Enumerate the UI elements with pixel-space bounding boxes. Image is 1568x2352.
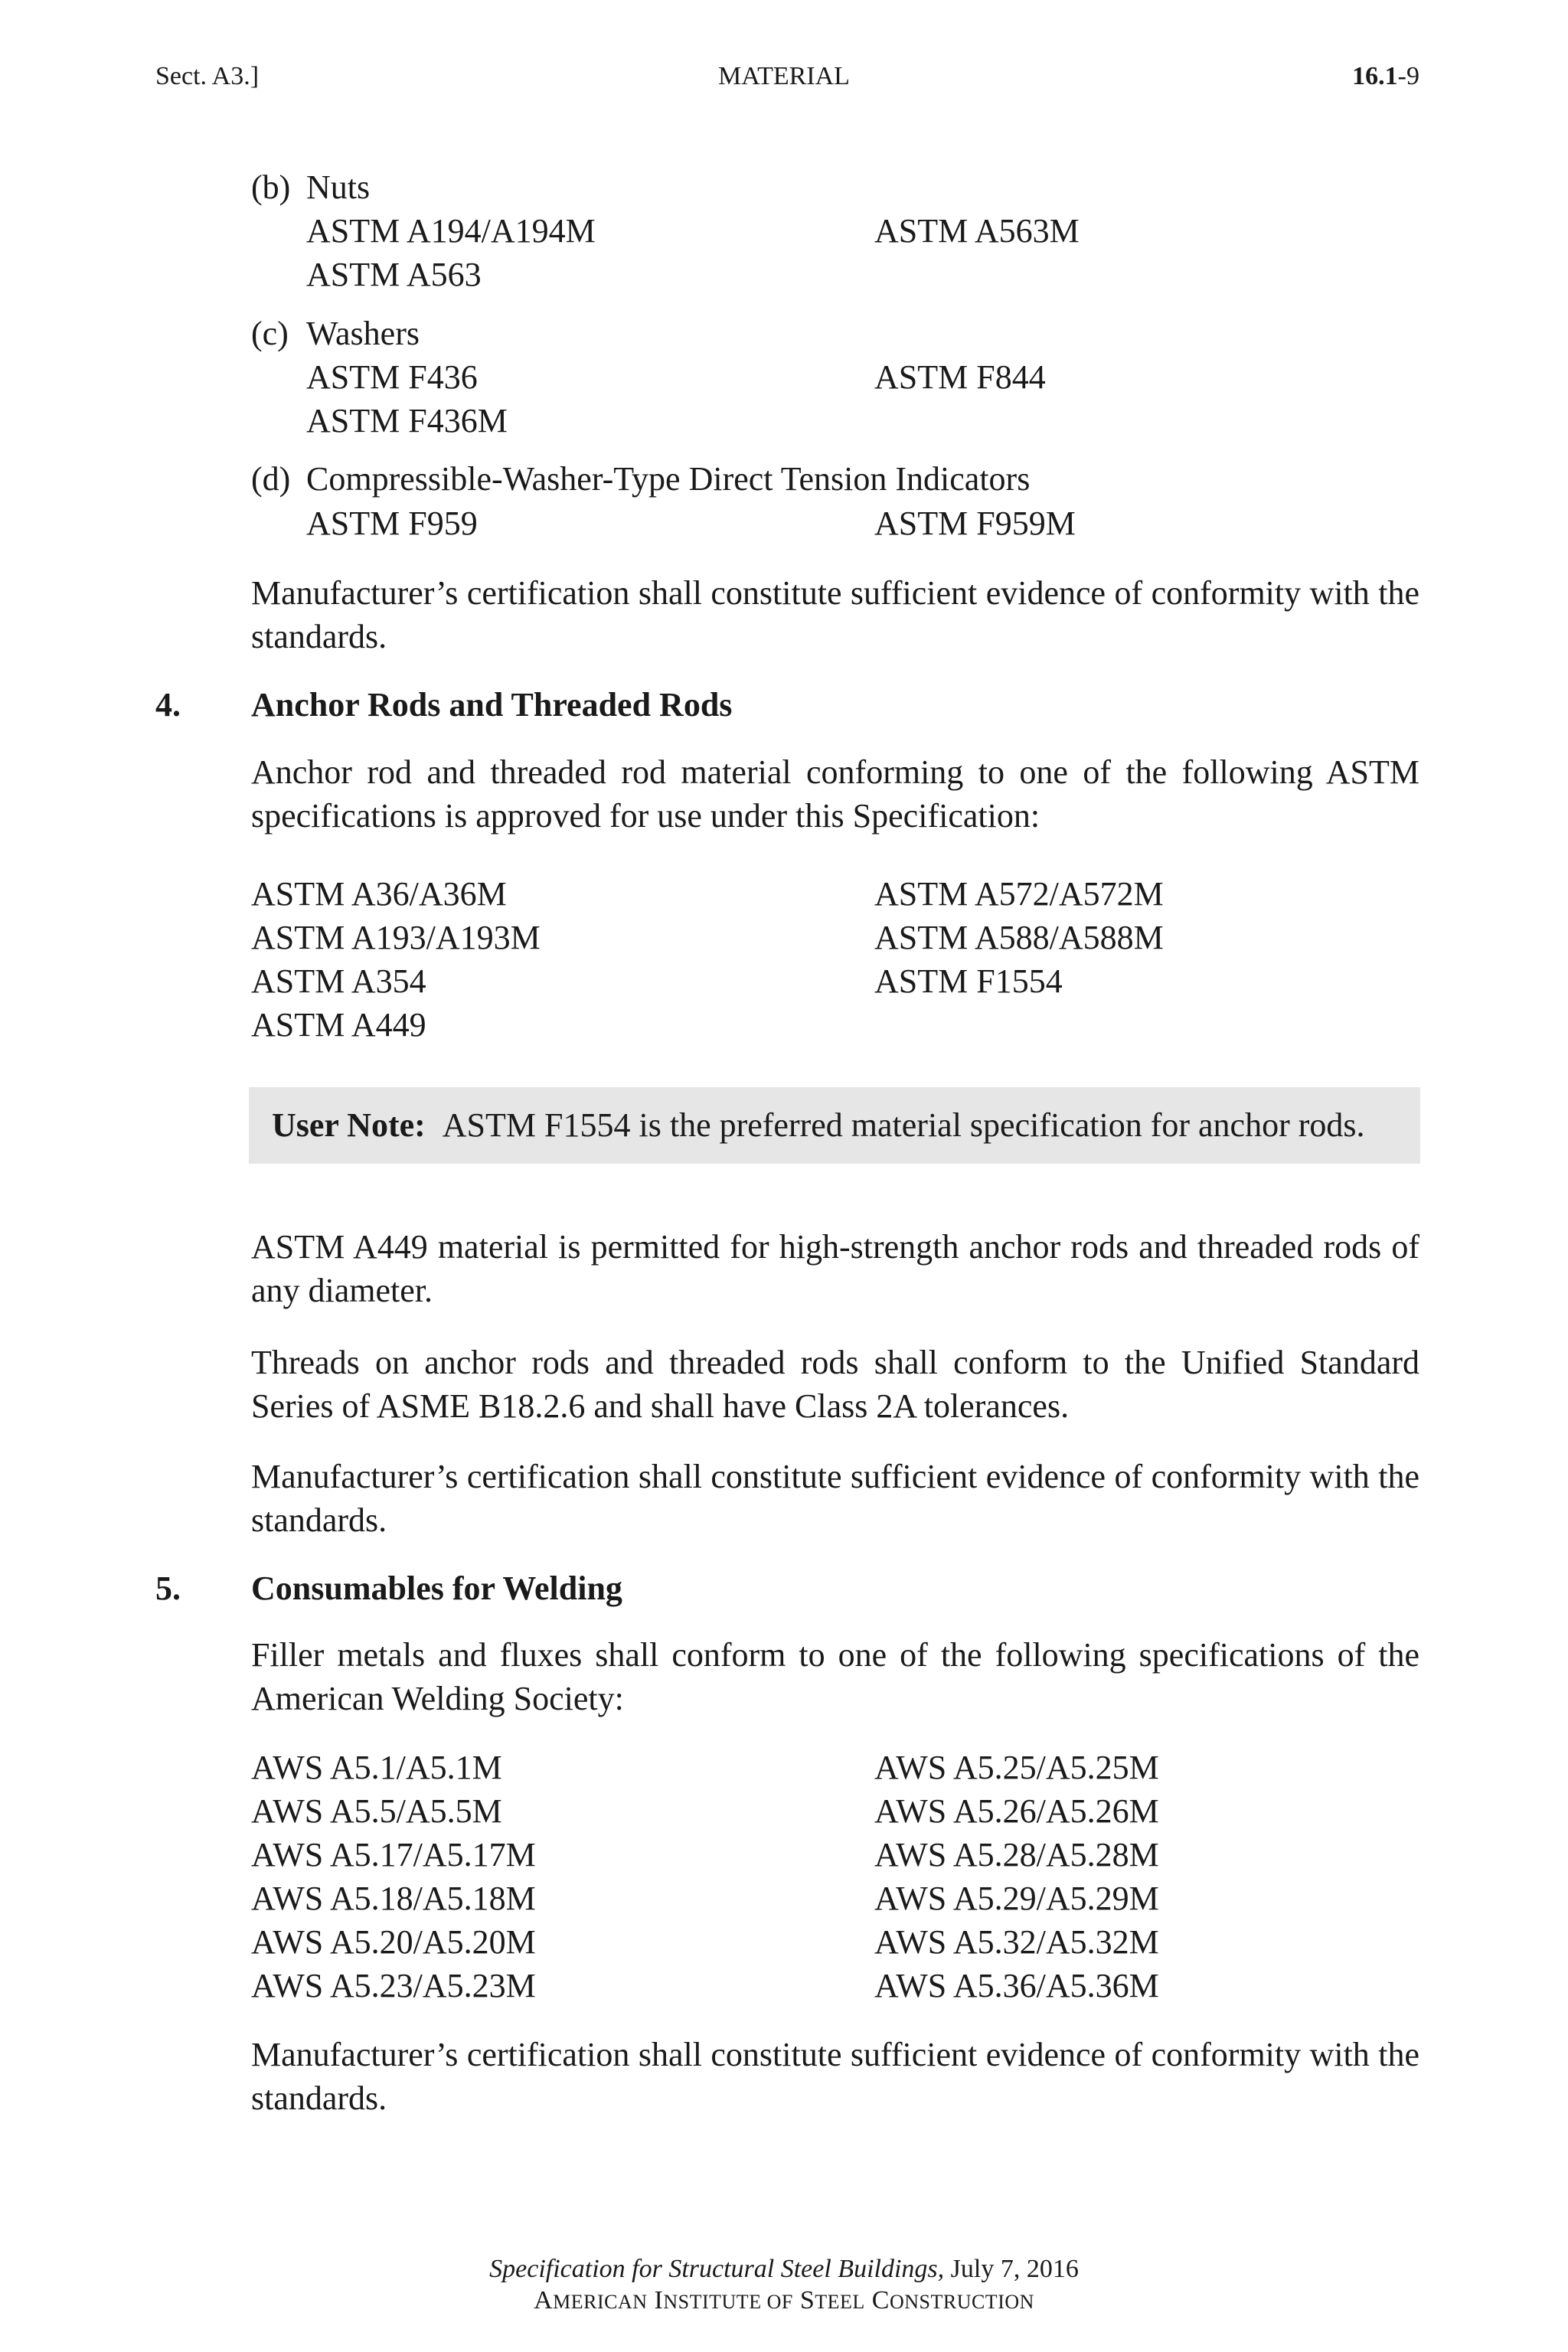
user-note-label: User Note:	[272, 1106, 426, 1144]
certification-paragraph: Manufacturer’s certification shall constitute sufficient evidence of conformity with the standards.	[251, 574, 1419, 655]
list-marker-b: (b)	[251, 168, 291, 206]
spec-item: AWS A5.20/A5.20M	[251, 1923, 536, 1961]
spec-item: ASTM A588/A588M	[874, 919, 1164, 956]
spec-item: ASTM A354	[251, 962, 426, 1000]
user-note-box	[249, 1087, 1420, 1164]
page-number-suffix: -9	[1397, 62, 1419, 90]
spec-item: ASTM F436M	[306, 402, 508, 439]
org-initial: I	[654, 2286, 664, 2314]
spec-item: AWS A5.26/A5.26M	[874, 1792, 1159, 1830]
org-initial: C	[871, 2286, 890, 2314]
nuts-title: Nuts	[306, 168, 371, 206]
footer-date: July 7, 2016	[944, 2255, 1079, 2283]
section5-intro-paragraph: Filler metals and fluxes shall conform to one of the following specifications of the American Welding Society:	[251, 1636, 1419, 1717]
spec-item: AWS A5.32/A5.32M	[874, 1923, 1159, 1961]
spec-item: ASTM A563M	[874, 212, 1080, 250]
user-note	[272, 1104, 1365, 1147]
spec-item: ASTM A572/A572M	[874, 875, 1164, 913]
header-section-ref: Sect. A3.]	[155, 62, 260, 90]
org-word-rest: ONSTRUCTION	[889, 2291, 1034, 2313]
page-number-prefix: 16.1	[1352, 62, 1398, 90]
certification-paragraph: Manufacturer’s certification shall constitute sufficient evidence of conformity with the standards.	[251, 2036, 1419, 2117]
footer-spec-title: Specification for Structural Steel Buildings,	[489, 2255, 945, 2283]
washers-title: Washers	[306, 315, 420, 352]
a449-paragraph: ASTM A449 material is permitted for high-strength anchor rods and threaded rods of any diameter.	[251, 1228, 1419, 1309]
spec-item: AWS A5.28/A5.28M	[874, 1836, 1159, 1873]
org-word-rest: MERICAN	[553, 2291, 648, 2313]
spec-item: ASTM F959M	[874, 505, 1076, 542]
spec-item: ASTM A194/A194M	[306, 212, 596, 250]
spec-item: AWS A5.36/A5.36M	[874, 1967, 1159, 2004]
spec-item: ASTM F436	[306, 358, 478, 396]
footer-organization	[0, 2285, 1568, 2318]
spec-item: ASTM F1554	[874, 962, 1063, 1000]
certification-paragraph: Manufacturer’s certification shall constitute sufficient evidence of conformity with the standards.	[251, 1458, 1419, 1539]
spec-item: ASTM F959	[306, 505, 478, 542]
list-marker-c: (c)	[251, 315, 289, 352]
spec-item: ASTM F844	[874, 358, 1046, 396]
spec-item: ASTM A563	[306, 256, 482, 293]
footer-spec-line	[0, 2254, 1568, 2285]
threads-paragraph: Threads on anchor rods and threaded rods shall conform to the Unified Standard Series of ASME B18.2.6 and shall have Class 2A tolerances.	[251, 1344, 1419, 1425]
spec-item: ASTM A36/A36M	[251, 875, 507, 913]
section-number-5: 5.	[155, 1570, 181, 1607]
org-initial: S	[799, 2286, 815, 2314]
org-word-rest: NSTITUTE OF	[663, 2291, 793, 2313]
spec-item: AWS A5.18/A5.18M	[251, 1880, 536, 1917]
spec-item: AWS A5.1/A5.1M	[251, 1749, 502, 1786]
spec-item: AWS A5.17/A5.17M	[251, 1836, 536, 1873]
spec-item: AWS A5.29/A5.29M	[874, 1880, 1159, 1917]
spec-item: AWS A5.25/A5.25M	[874, 1749, 1159, 1786]
org-word-rest: TEEL	[815, 2291, 865, 2313]
list-marker-d: (d)	[251, 460, 291, 498]
user-note-text: ASTM F1554 is the preferred material specification for anchor rods.	[442, 1106, 1365, 1144]
section-title-welding: Consumables for Welding	[251, 1570, 622, 1607]
spec-item: ASTM A193/A193M	[251, 919, 541, 956]
header-page-number	[1352, 61, 1419, 92]
org-initial: A	[534, 2286, 554, 2314]
spec-item: AWS A5.23/A5.23M	[251, 1967, 536, 2004]
dti-title: Compressible-Washer-Type Direct Tension Indicators	[306, 460, 1031, 498]
section-number-4: 4.	[155, 686, 181, 724]
section-title-anchor-rods: Anchor Rods and Threaded Rods	[251, 686, 733, 724]
section4-intro-paragraph: Anchor rod and threaded rod material conforming to one of the following ASTM specifications is approved for use under this Specification:	[251, 753, 1419, 835]
spec-item: AWS A5.5/A5.5M	[251, 1792, 502, 1830]
header-chapter-title: MATERIAL	[718, 62, 850, 90]
spec-item: ASTM A449	[251, 1006, 426, 1044]
